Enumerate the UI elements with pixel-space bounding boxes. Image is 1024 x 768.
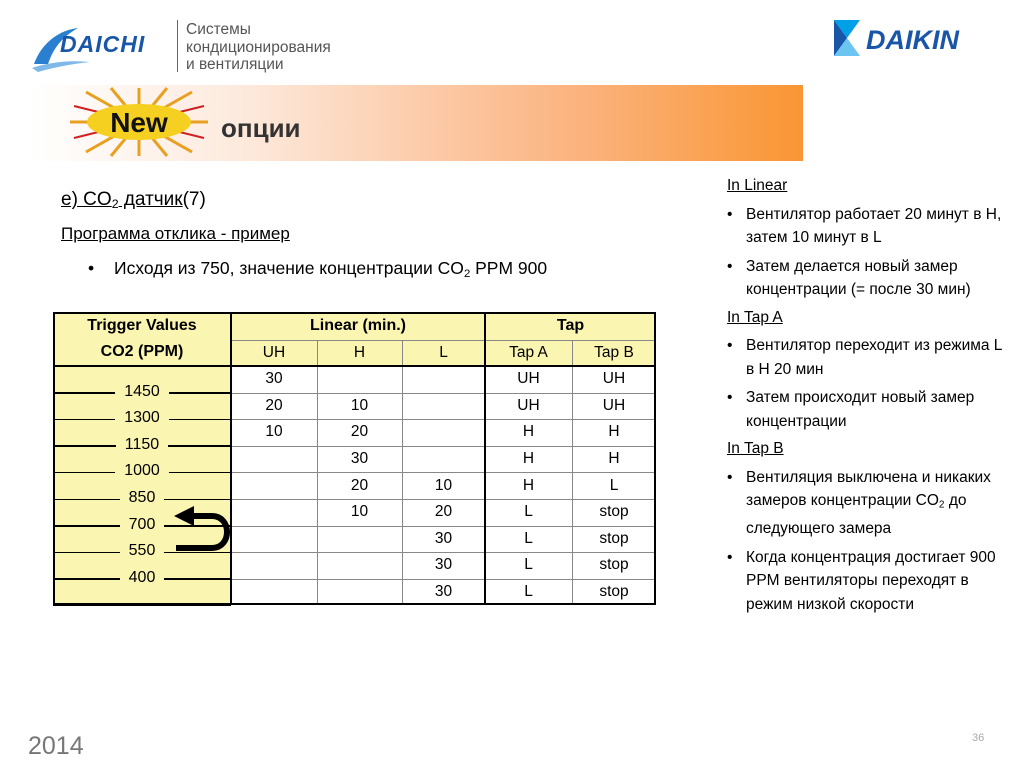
tagline-line-2: кондиционирования bbox=[186, 38, 331, 56]
table-cell: 10 bbox=[265, 423, 283, 441]
table-cell: 30 bbox=[434, 529, 453, 547]
table-cell bbox=[317, 366, 402, 393]
table-cell: 30 bbox=[434, 556, 453, 574]
return-arrow-icon bbox=[172, 503, 236, 555]
explanation-column bbox=[727, 174, 1012, 616]
table-cell: L bbox=[524, 503, 533, 521]
daikin-logo bbox=[834, 20, 998, 56]
linear-heading: In Linear bbox=[727, 177, 788, 194]
page-number: 36 bbox=[972, 732, 985, 744]
table-cell: H bbox=[608, 450, 620, 468]
bullet-dot: • bbox=[88, 258, 95, 278]
table-cell: stop bbox=[599, 503, 629, 521]
table-cell bbox=[402, 366, 485, 393]
trigger-value-text: 1150 bbox=[116, 436, 168, 453]
subheader-uh: UH bbox=[262, 344, 286, 361]
trigger-header-line-2: CO2 (PPM) bbox=[100, 343, 184, 360]
table-cell: 20 bbox=[350, 423, 369, 441]
section-subtitle: Программа отклика - пример bbox=[61, 224, 290, 243]
table-cell bbox=[402, 393, 485, 420]
table-cell: 30 bbox=[434, 583, 453, 601]
table-cell bbox=[317, 526, 402, 553]
tap-header: Tap bbox=[556, 317, 585, 334]
table-cell: L bbox=[609, 476, 619, 494]
section-title-number: (7) bbox=[182, 189, 206, 210]
table-cell: H bbox=[608, 423, 620, 441]
tapa-bullet-2: • Затем происходит новый замер концентрации bbox=[727, 386, 1012, 433]
daichi-tagline bbox=[186, 21, 331, 74]
trigger-value bbox=[53, 383, 231, 401]
table-cell: 10 bbox=[350, 396, 369, 414]
trigger-value-text: 1000 bbox=[115, 462, 169, 479]
table-cell: 20 bbox=[434, 503, 453, 521]
table-cell bbox=[231, 446, 317, 473]
linear-bullet-1: • Вентилятор работает 20 минут в H, затем 10 минут в L bbox=[727, 203, 1012, 250]
subheader-l: L bbox=[439, 344, 448, 361]
table-cell: 20 bbox=[265, 396, 283, 414]
tapa-bullet-1: • Вентилятор переходит из режима L в H 20 мин bbox=[727, 334, 1012, 381]
trigger-value-text: 400 bbox=[120, 569, 165, 586]
table-cell bbox=[231, 526, 317, 553]
table-cell bbox=[231, 499, 317, 526]
tagline-line-3: и вентиляции bbox=[186, 56, 284, 73]
table-cell: UH bbox=[602, 370, 626, 388]
trigger-value-text: 850 bbox=[120, 489, 165, 506]
section-title-main: e) $CO_2$ датчик bbox=[61, 189, 183, 212]
table-cell: stop bbox=[599, 529, 629, 547]
new-badge-icon bbox=[66, 86, 212, 158]
daikin-brand: DAIKIN bbox=[866, 25, 959, 55]
table-cell: UH bbox=[602, 396, 626, 414]
trigger-value-text: 1300 bbox=[115, 409, 169, 426]
header-divider bbox=[177, 20, 178, 72]
daichi-brand: DAICHI bbox=[60, 31, 146, 57]
table-cell: 10 bbox=[350, 503, 369, 521]
tagline-line-1: Системы bbox=[186, 21, 251, 38]
table-cell: UH bbox=[517, 370, 540, 388]
table-cell bbox=[231, 472, 317, 499]
table-cell bbox=[317, 552, 402, 579]
subheader-tap-a: Tap A bbox=[509, 344, 548, 361]
trigger-value-text: 550 bbox=[120, 542, 165, 559]
linear-header: Linear (min.) bbox=[309, 317, 406, 334]
subheader-h: H bbox=[353, 344, 366, 361]
table-cell: 10 bbox=[434, 476, 453, 494]
table-cell bbox=[317, 579, 402, 606]
main-bullet: • Исходя из 750, значение концентрации $CO_2$ PPM 900 bbox=[88, 258, 548, 280]
table-cell: stop bbox=[599, 556, 629, 574]
tapb-bullet-2: • Когда концентрация достигает 900 PPM вентиляторы переходят в режим низкой скорости bbox=[727, 546, 1012, 617]
trigger-value-text: 1450 bbox=[115, 383, 169, 400]
table-cell: stop bbox=[599, 583, 629, 601]
table-cell: 30 bbox=[265, 370, 283, 388]
new-badge-label: New bbox=[110, 107, 168, 138]
table-cell: H bbox=[522, 476, 535, 494]
trigger-value bbox=[53, 462, 231, 480]
table-cell bbox=[231, 552, 317, 579]
trigger-header-line-1: Trigger Values bbox=[87, 317, 197, 334]
section-title bbox=[61, 189, 206, 211]
trigger-value bbox=[53, 409, 231, 427]
footer-year: 2014 bbox=[28, 732, 84, 760]
table-cell: UH bbox=[517, 396, 540, 414]
response-table bbox=[53, 312, 656, 606]
table-cell: L bbox=[524, 529, 533, 547]
tapb-heading: In Tap B bbox=[727, 440, 784, 457]
table-cell: 20 bbox=[350, 476, 369, 494]
tapb-bullet-1: • Вентиляция выключена и никаких замеров концентрации $CO_2$ до следующего замера bbox=[727, 466, 1012, 541]
table-cell: H bbox=[522, 423, 535, 441]
trigger-value-text: 700 bbox=[120, 516, 165, 533]
trigger-value bbox=[53, 569, 231, 587]
linear-bullet-2: • Затем делается новый замер концентрации (= после 30 мин) bbox=[727, 255, 1012, 302]
tapa-heading: In Tap A bbox=[727, 308, 783, 326]
table-cell: 30 bbox=[350, 450, 369, 468]
subheader-tap-b: Tap B bbox=[594, 344, 634, 361]
table-cell: L bbox=[524, 583, 533, 601]
table-cell bbox=[231, 579, 317, 606]
table-cell: L bbox=[524, 556, 533, 574]
trigger-value bbox=[53, 436, 231, 454]
table-cell: H bbox=[522, 450, 535, 468]
trigger-scale-line bbox=[53, 366, 231, 368]
trigger-scale-line bbox=[53, 605, 231, 607]
table-cell bbox=[402, 419, 485, 446]
table-cell bbox=[402, 446, 485, 473]
banner-title: опции bbox=[221, 113, 301, 143]
